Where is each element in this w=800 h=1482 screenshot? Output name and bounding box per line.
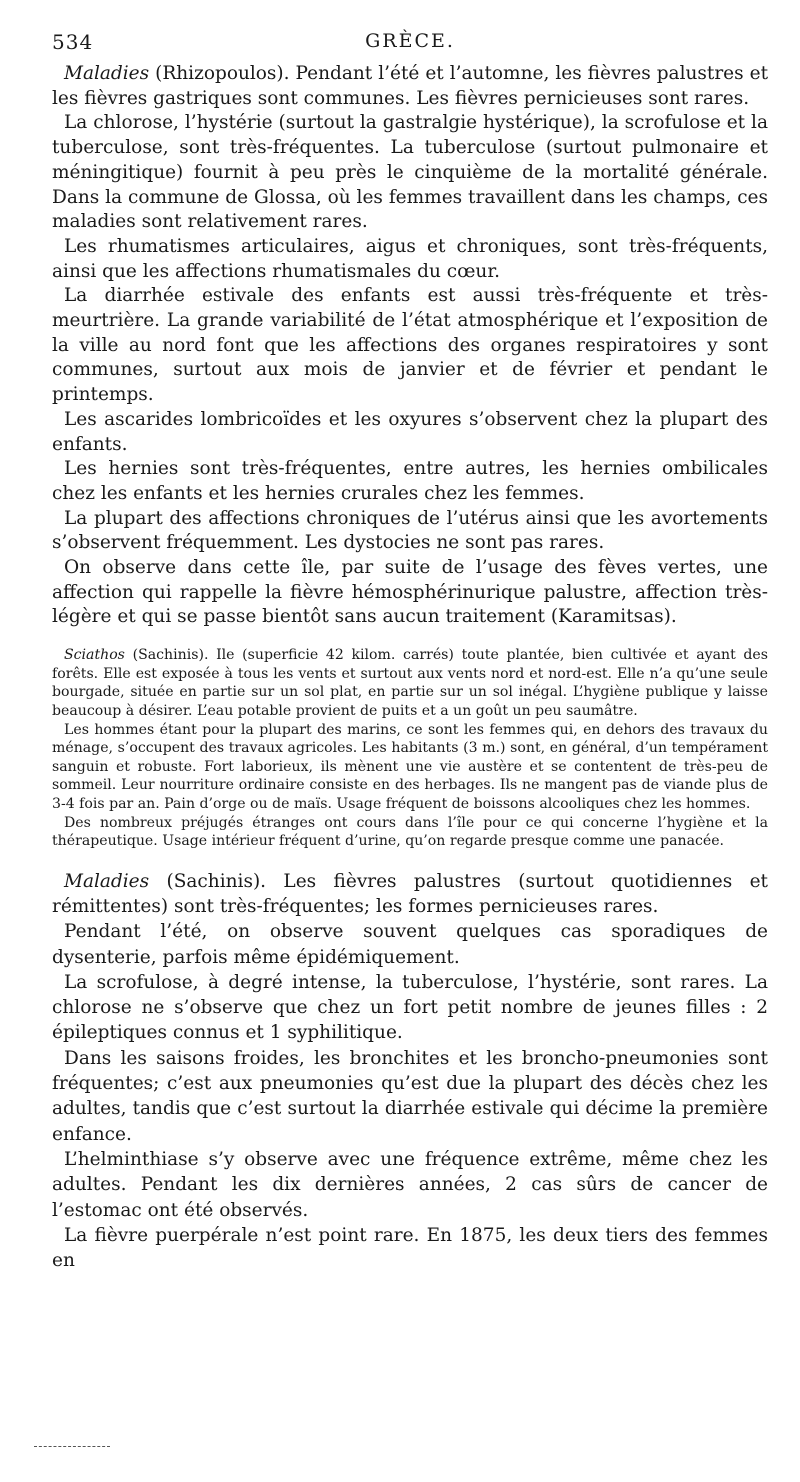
paragraph: Les rhumatismes articulaires, aigus et chroniques, sont très-fréquents, ainsi que les affections rhumatismales du cœur. [52,235,768,282]
place-name: Sciathos [64,647,125,664]
paragraph [52,869,768,920]
paragraph: L’helminthiase s’y observe avec une fréquence extrême, même chez les adultes. Pendant les dix dernières années, 2 cas sûrs de cancer de l’estomac ont été observés. [52,1148,768,1221]
page [52,28,768,1273]
paragraph: La diarrhée estivale des enfants est aussi très-fréquente et très-meurtrière. La grande variabilité de l’état atmosphérique et l’exposition de la ville au nord font que les affections des organes respiratoires y sont communes, surtout aux mois de janvier et de février et pendant le printemps. [52,285,768,406]
paragraph [52,62,768,111]
paragraph-text: (Rhizopoulos). Pendant l’été et l’automne, les fièvres palustres et les fièvres gastriques sont communes. Les fièvres pernicieuses sont rares. [52,63,768,109]
paragraph: Dans les saisons froides, les bronchites et les broncho-pneumonies sont fréquentes; c’est aux pneumonies qu’est due la plupart des décès chez les adultes, tandis que c’est surtout la diarrhée estivale qui décime la première enfance. [52,1047,768,1145]
paragraph: La plupart des affections chroniques de l’utérus ainsi que les avortements s’observent fréquemment. Les dystocies ne sont pas rares. [52,507,768,554]
paragraph: On observe dans cette île, par suite de l’usage des fèves vertes, une affection qui rappelle la fièvre hémosphérinurique palustre, affection très-légère et qui se passe bientôt sans aucun traitement (Karamitsas). [52,557,768,628]
paragraph-text: (Sachinis). Les fièvres palustres (surtout quotidiennes et rémittentes) sont très-fréquentes; les formes pernicieuses rares. [52,870,768,917]
paragraph: Les ascarides lombricoïdes et les oxyures s’observent chez la plupart des enfants. [52,408,768,455]
paragraph: Les hommes étant pour la plupart des marins, ce sont les femmes qui, en dehors des travaux du ménage, s’occupent des travaux agricoles. Les habitants (3 m.) sont, en général, d’un tempérament sanguin et robuste. Fort laborieux, ils mènent une vie austère et se contentent de très-peu de sommeil. Leur nourriture ordinaire consiste en des herbages. Ils ne mangent pas de viande plus de 3-4 fois par an. Pain d’orge ou de maïs. Usage fréquent de boissons alcooliques chez les hommes. [52,721,768,812]
paragraph: La chlorose, l’hystérie (surtout la gastralgie hystérique), la scrofulose et la tuberculose, sont très-fréquentes. La tuberculose (surtout pulmonaire et méningitique) fournit à peu près le cinquième de la mortalité générale. Dans la commune de Glossa, où les femmes travaillent dans les champs, ces maladies sont relativement rares. [52,112,768,233]
paragraph-text: (Sachinis). Ile (superficie 42 kilom. carrés) toute plantée, bien cultivée et ayant des forêts. Elle est exposée à tous les vents et surtout aux vents nord et nord-est. Elle n’a qu’une seule bourgade, située en partie sur un sol plat, en partie sur un sol inégal. L’hygiène publique y laisse beaucoup à désirer. L’eau potable provient de puits et a un goût un peu saumâtre. [52,647,768,719]
paragraph: Les hernies sont très-fréquentes, entre autres, les hernies ombilicales chez les enfants et les hernies crurales chez les femmes. [52,458,768,504]
section-sachinis [52,869,768,1274]
page-header [52,28,768,62]
section-rhizopoulos [52,62,768,630]
paragraph: Pendant l’été, on observe souvent quelques cas sporadiques de dysenterie, parfois même épidémiquement. [52,921,768,968]
sciathos-block [52,646,768,851]
paragraph: La fièvre puerpérale n’est point rare. En 1875, les deux tiers des femmes en [52,1224,768,1272]
paragraph [52,646,768,720]
section-lead: Maladies [64,870,150,892]
footer-rule [34,1446,110,1447]
running-title: GRÈCE. [365,30,455,52]
section-lead: Maladies [64,63,150,84]
page-number: 534 [52,30,94,54]
paragraph: Des nombreux préjugés étranges ont cours dans l’île pour ce qui concerne l’hygiène et la thérapeutique. Usage intérieur fréquent d’urine, qu’on regarde presque comme une panacée. [52,814,768,850]
paragraph: La scrofulose, à degré intense, la tuberculose, l’hystérie, sont rares. La chlorose ne s’observe que chez un fort petit nombre de jeunes filles : 2 épileptiques connus et 1 syphilitique. [52,971,768,1044]
